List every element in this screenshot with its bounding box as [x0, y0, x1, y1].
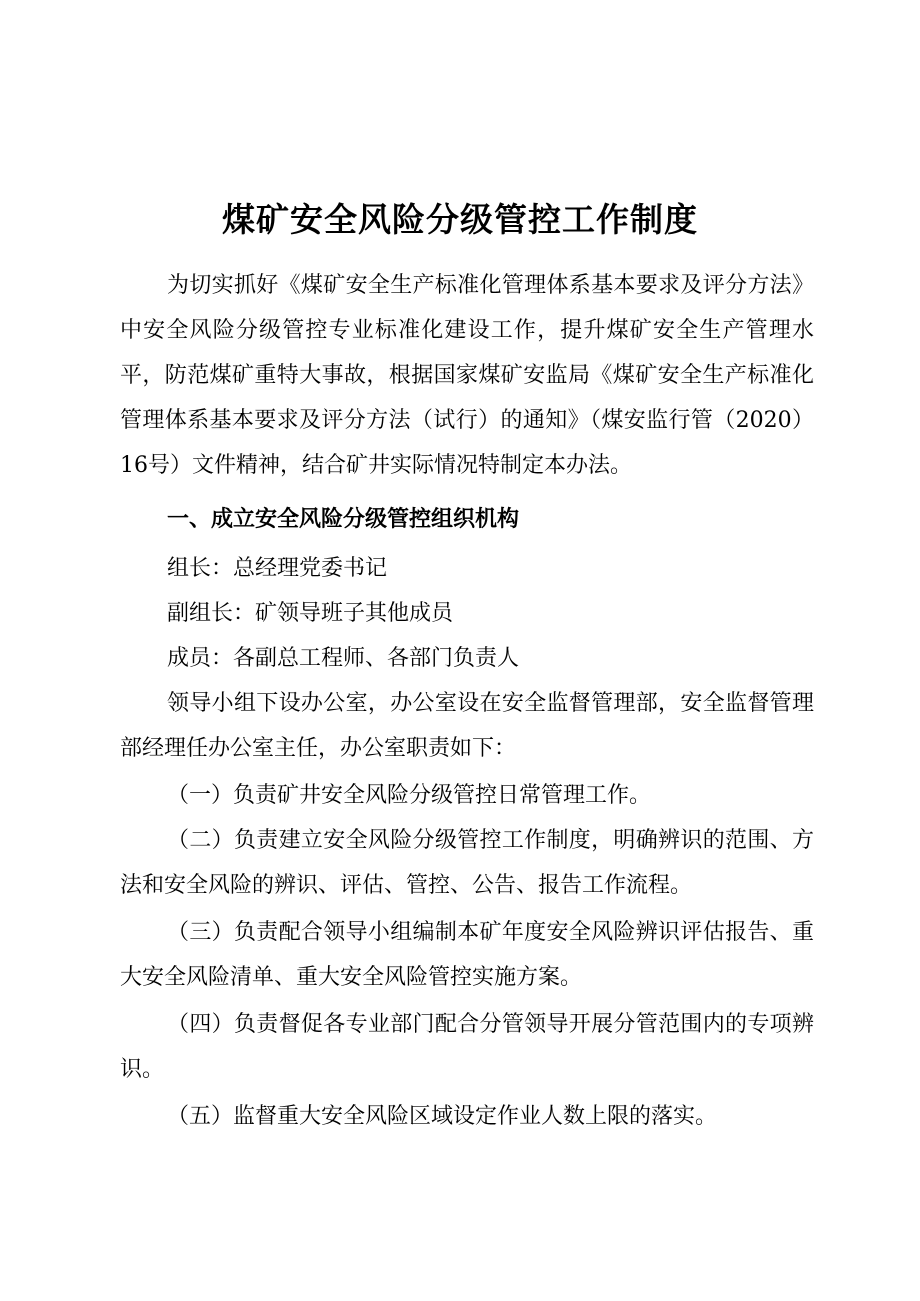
duty-item: （三）负责配合领导小组编制本矿年度安全风险辨识评估报告、重大安全风险清单、重大安全风险管控实施方案。 [120, 920, 814, 990]
duty-item: （五）监督重大安全风险区域设定作业人数上限的落实。 [167, 1104, 718, 1129]
leader-line: 组长：总经理党委书记 [167, 556, 388, 581]
office-paragraph: 领导小组下设办公室，办公室设在安全监督管理部，安全监督管理部经理任办公室主任，办公室职责如下： [120, 691, 814, 761]
section-heading: 一、成立安全风险分级管控组织机构 [167, 507, 520, 532]
duty-item: （一）负责矿井安全风险分级管控日常管理工作。 [167, 783, 652, 808]
document-title: 煤矿安全风险分级管控工作制度 [222, 200, 698, 239]
members-line: 成员：各副总工程师、各部门负责人 [167, 646, 520, 671]
duty-item: （四）负责督促各专业部门配合分管领导开展分管范围内的专项辨识。 [120, 1012, 814, 1082]
intro-paragraph: 为切实抓好《煤矿安全生产标准化管理体系基本要求及评分方法》中安全风险分级管控专业标准化建设工作，提升煤矿安全生产管理水平，防范煤矿重特大事故，根据国家煤矿安监局《煤矿安全生产标准化管理体系基本要求及评分方法（试行）的通知》（煤安监行管（2020）16号）文件精神，结合矿井实际情况特制定本办法。 [120, 273, 814, 478]
deputy-leader-line: 副组长：矿领导班子其他成员 [167, 601, 454, 626]
duty-item: （二）负责建立安全风险分级管控工作制度，明确辨识的范围、方法和安全风险的辨识、评估、管控、公告、报告工作流程。 [120, 828, 814, 898]
